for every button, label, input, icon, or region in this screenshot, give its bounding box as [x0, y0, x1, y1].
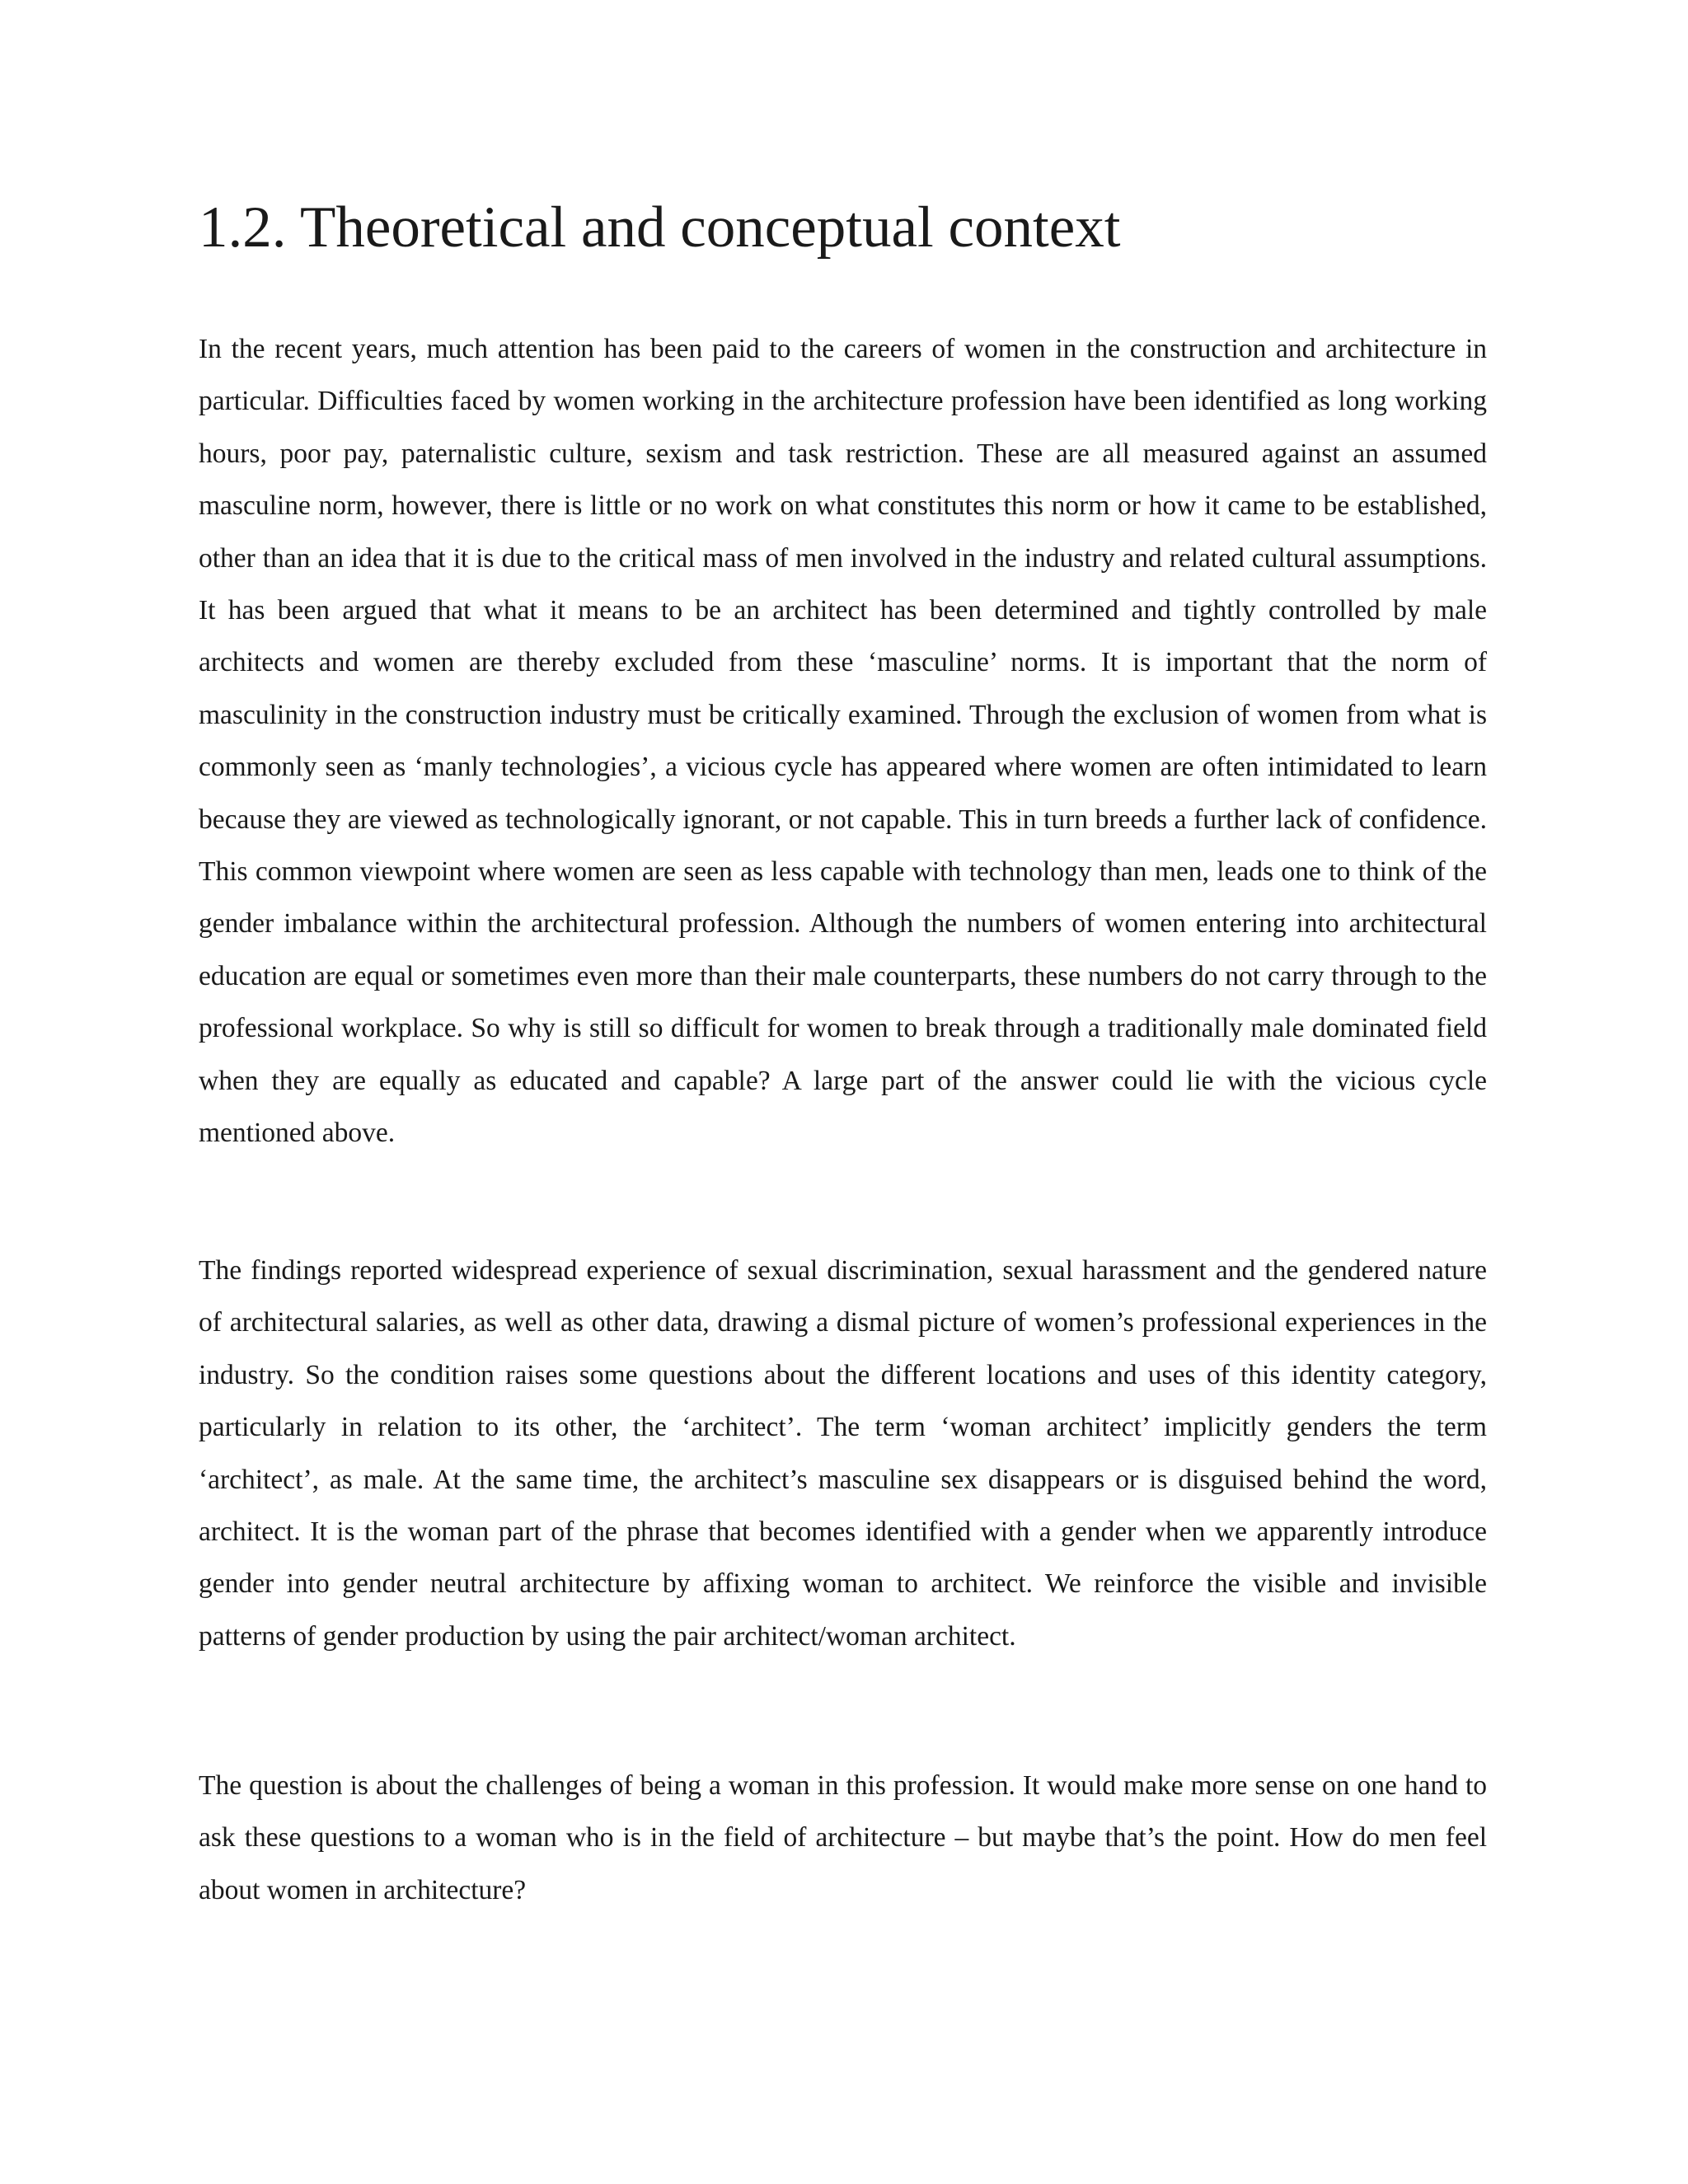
paragraph-3: The question is about the challenges of being a woman in this profession. It would make more sense on one hand to ask these questions to a woman who is in the field of architecture – but maybe that’s the point. How do men feel about women in architecture?	[199, 1770, 1487, 1905]
section-heading: 1.2. Theoretical and conceptual context	[199, 195, 1121, 260]
paragraph-1: In the recent years, much attention has been paid to the careers of women in the construction and architecture in particular. Difficulties faced by women working in the architecture profession have been identified as long working hours, poor pay, paternalistic culture, sexism and task restriction. These are all measured against an assumed masculine norm, however, there is little or no work on what constitutes this norm or how it came to be established, other than an idea that it is due to the critical mass of men involved in the industry and related cultural assumptions. It has been argued that what it means to be an architect has been determined and tightly controlled by male architects and women are thereby excluded from these ‘masculine’ norms. It is important that the norm of masculinity in the construction industry must be critically examined. Through the exclusion of women from what is commonly seen as ‘manly technologies’, a vicious cycle has appeared where women are often intimidated to learn because they are viewed as technologically ignorant, or not capable. This in turn breeds a further lack of confidence. This common viewpoint where women are seen as less capable with technology than men, leads one to think of the gender imbalance within the architectural profession. Although the numbers of women entering into architectural education are equal or sometimes even more than their male counterparts, these numbers do not carry through to the professional workplace. So why is still so difficult for women to break through a traditionally male dominated field when they are equally as educated and capable? A large part of the answer could lie with the vicious cycle mentioned above.	[199, 334, 1487, 1149]
paragraph-2: The findings reported widespread experience of sexual discrimination, sexual harassment and the gendered nature of architectural salaries, as well as other data, drawing a dismal picture of women’s professional experiences in the industry. So the condition raises some questions about the different locations and uses of this identity category, particularly in relation to its other, the ‘architect’. The term ‘woman architect’ implicitly genders the term ‘architect’, as male. At the same time, the architect’s masculine sex disappears or is disguised behind the word, architect. It is the woman part of the phrase that becomes identified with a gender when we apparently introduce gender into gender neutral architecture by affixing woman to architect. We reinforce the visible and invisible patterns of gender production by using the pair architect/woman architect.	[199, 1255, 1487, 1652]
